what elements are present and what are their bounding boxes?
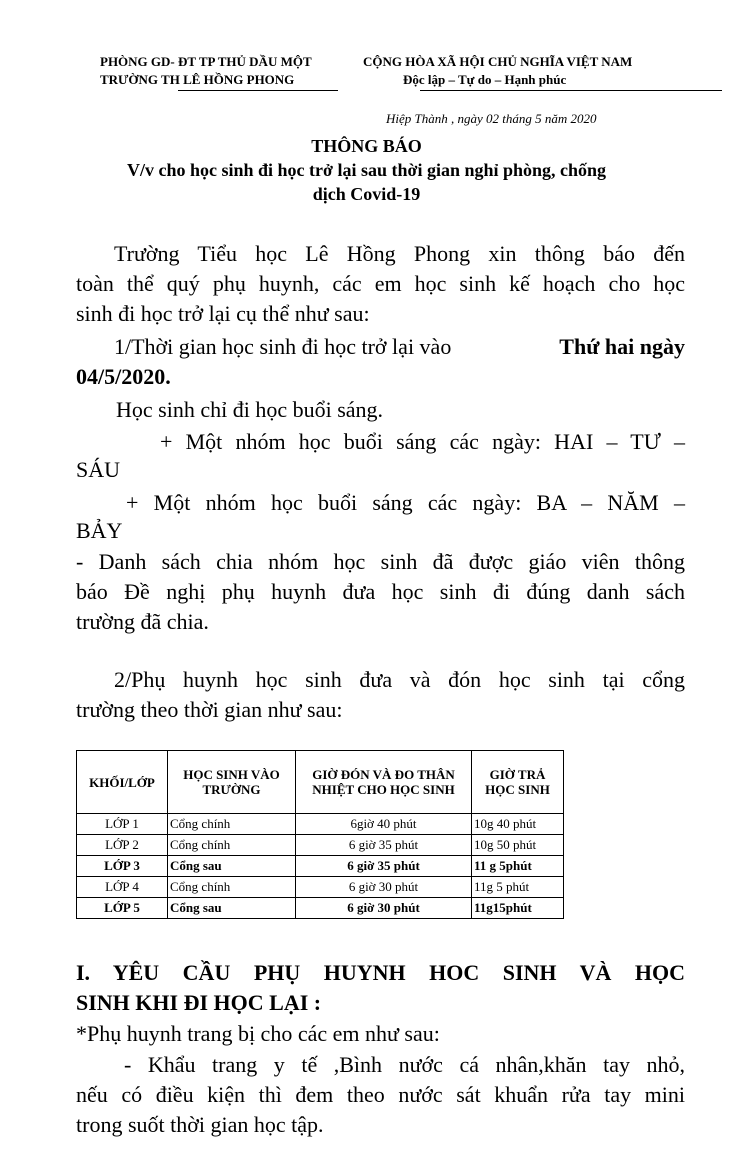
dismissal-cell: 10g 50 phút: [472, 835, 564, 856]
table-row: [77, 877, 564, 898]
return-date-value: 04/5/2020.: [76, 364, 171, 389]
table-row: [77, 856, 564, 877]
motto-underline: [420, 90, 722, 91]
paragraph-intro-line1: Trường Tiểu học Lê Hồng Phong xin thông báo đến: [114, 241, 685, 266]
morning-only-note: Học sinh chỉ đi học buổi sáng.: [116, 397, 384, 422]
arrival-cell: 6giờ 40 phút: [296, 814, 472, 835]
return-date-weekday: Thứ hai ngày: [559, 334, 685, 359]
equipment-list-line2: nếu có điều kiện thì đem theo nước sát khuẩn rửa tay mini: [76, 1082, 685, 1107]
paragraph-return-date: [114, 333, 685, 361]
section-heading-line1: I. YÊU CẦU PHỤ HUYNH HOC SINH VÀ HỌC: [76, 960, 685, 985]
table-header-row: [77, 751, 564, 814]
grade-cell: LỚP 5: [77, 898, 168, 919]
issue-date: Hiệp Thành , ngày 02 tháng 5 năm 2020: [386, 111, 597, 126]
return-date-text: 1/Thời gian học sinh đi học trở lại vào: [114, 334, 452, 359]
table-row: [77, 814, 564, 835]
agency-name: PHÒNG GD- ĐT TP THỦ DẦU MỘT: [100, 54, 312, 69]
section-heading-line2: SINH KHI ĐI HỌC LẠI :: [76, 990, 322, 1015]
arrival-cell: 6 giờ 30 phút: [296, 877, 472, 898]
arrival-cell: 6 giờ 30 phút: [296, 898, 472, 919]
entrance-cell: Cổng chính: [168, 835, 296, 856]
school-underline: [178, 90, 338, 91]
header-entrance: HỌC SINH VÀO TRƯỜNG: [168, 751, 296, 814]
schedule-table: [76, 750, 564, 919]
grade-cell: LỚP 1: [77, 814, 168, 835]
header-dismissal-time: GIỜ TRẢ HỌC SINH: [472, 751, 564, 814]
arrival-cell: 6 giờ 35 phút: [296, 856, 472, 877]
group-list-line2: báo Đề nghị phụ huynh đưa học sinh đi đúng danh sách: [76, 579, 685, 604]
group-a-line1: + Một nhóm học buổi sáng các ngày: HAI – TƯ –: [160, 429, 685, 454]
nation-name: CỘNG HÒA XÃ HỘI CHỦ NGHĨA VIỆT NAM: [363, 54, 633, 69]
entrance-cell: Cổng chính: [168, 814, 296, 835]
group-list-line1: - Danh sách chia nhóm học sinh đã được giáo viên thông: [76, 549, 685, 574]
dismissal-cell: 11g 5 phút: [472, 877, 564, 898]
entrance-cell: Cổng sau: [168, 856, 296, 877]
notice-subject-line2: dịch Covid-19: [312, 184, 421, 204]
equipment-list-line3: trong suốt thời gian học tập.: [76, 1112, 324, 1137]
table-row: [77, 898, 564, 919]
equipment-intro: *Phụ huynh trang bị cho các em như sau:: [76, 1021, 440, 1046]
header-arrival-time: GIỜ ĐÓN VÀ ĐO THÂN NHIỆT CHO HỌC SINH: [296, 751, 472, 814]
group-b-line1: + Một nhóm học buổi sáng các ngày: BA – NĂM –: [126, 490, 685, 515]
table-row: [77, 835, 564, 856]
dismissal-cell: 10g 40 phút: [472, 814, 564, 835]
group-a-line2: SÁU: [76, 457, 121, 482]
grade-cell: LỚP 2: [77, 835, 168, 856]
equipment-list-line1: - Khẩu trang y tế ,Bình nước cá nhân,khăn tay nhỏ,: [124, 1052, 685, 1077]
dismissal-cell: 11 g 5phút: [472, 856, 564, 877]
entrance-cell: Cổng sau: [168, 898, 296, 919]
paragraph-intro-line3: sinh đi học trở lại cụ thể như sau:: [76, 301, 370, 326]
grade-cell: LỚP 3: [77, 856, 168, 877]
entrance-cell: Cổng chính: [168, 877, 296, 898]
group-b-line2: BẢY: [76, 518, 123, 543]
arrival-cell: 6 giờ 35 phút: [296, 835, 472, 856]
paragraph-intro-line2: toàn thể quý phụ huynh, các em học sinh kế hoạch cho học: [76, 271, 685, 296]
header-grade: KHỐI/LỚP: [77, 751, 168, 814]
grade-cell: LỚP 4: [77, 877, 168, 898]
pickup-intro-line1: 2/Phụ huynh học sinh đưa và đón học sinh tại cổng: [114, 667, 685, 692]
nation-motto: Độc lập – Tự do – Hạnh phúc: [403, 72, 567, 87]
dismissal-cell: 11g15phút: [472, 898, 564, 919]
group-list-line3: trường đã chia.: [76, 609, 209, 634]
pickup-intro-line2: trường theo thời gian như sau:: [76, 697, 343, 722]
notice-subject-line1: V/v cho học sinh đi học trở lại sau thời gian nghỉ phòng, chống: [126, 160, 607, 180]
notice-title: THÔNG BÁO: [311, 136, 422, 156]
school-name: TRƯỜNG TH LÊ HỒNG PHONG: [100, 72, 295, 87]
